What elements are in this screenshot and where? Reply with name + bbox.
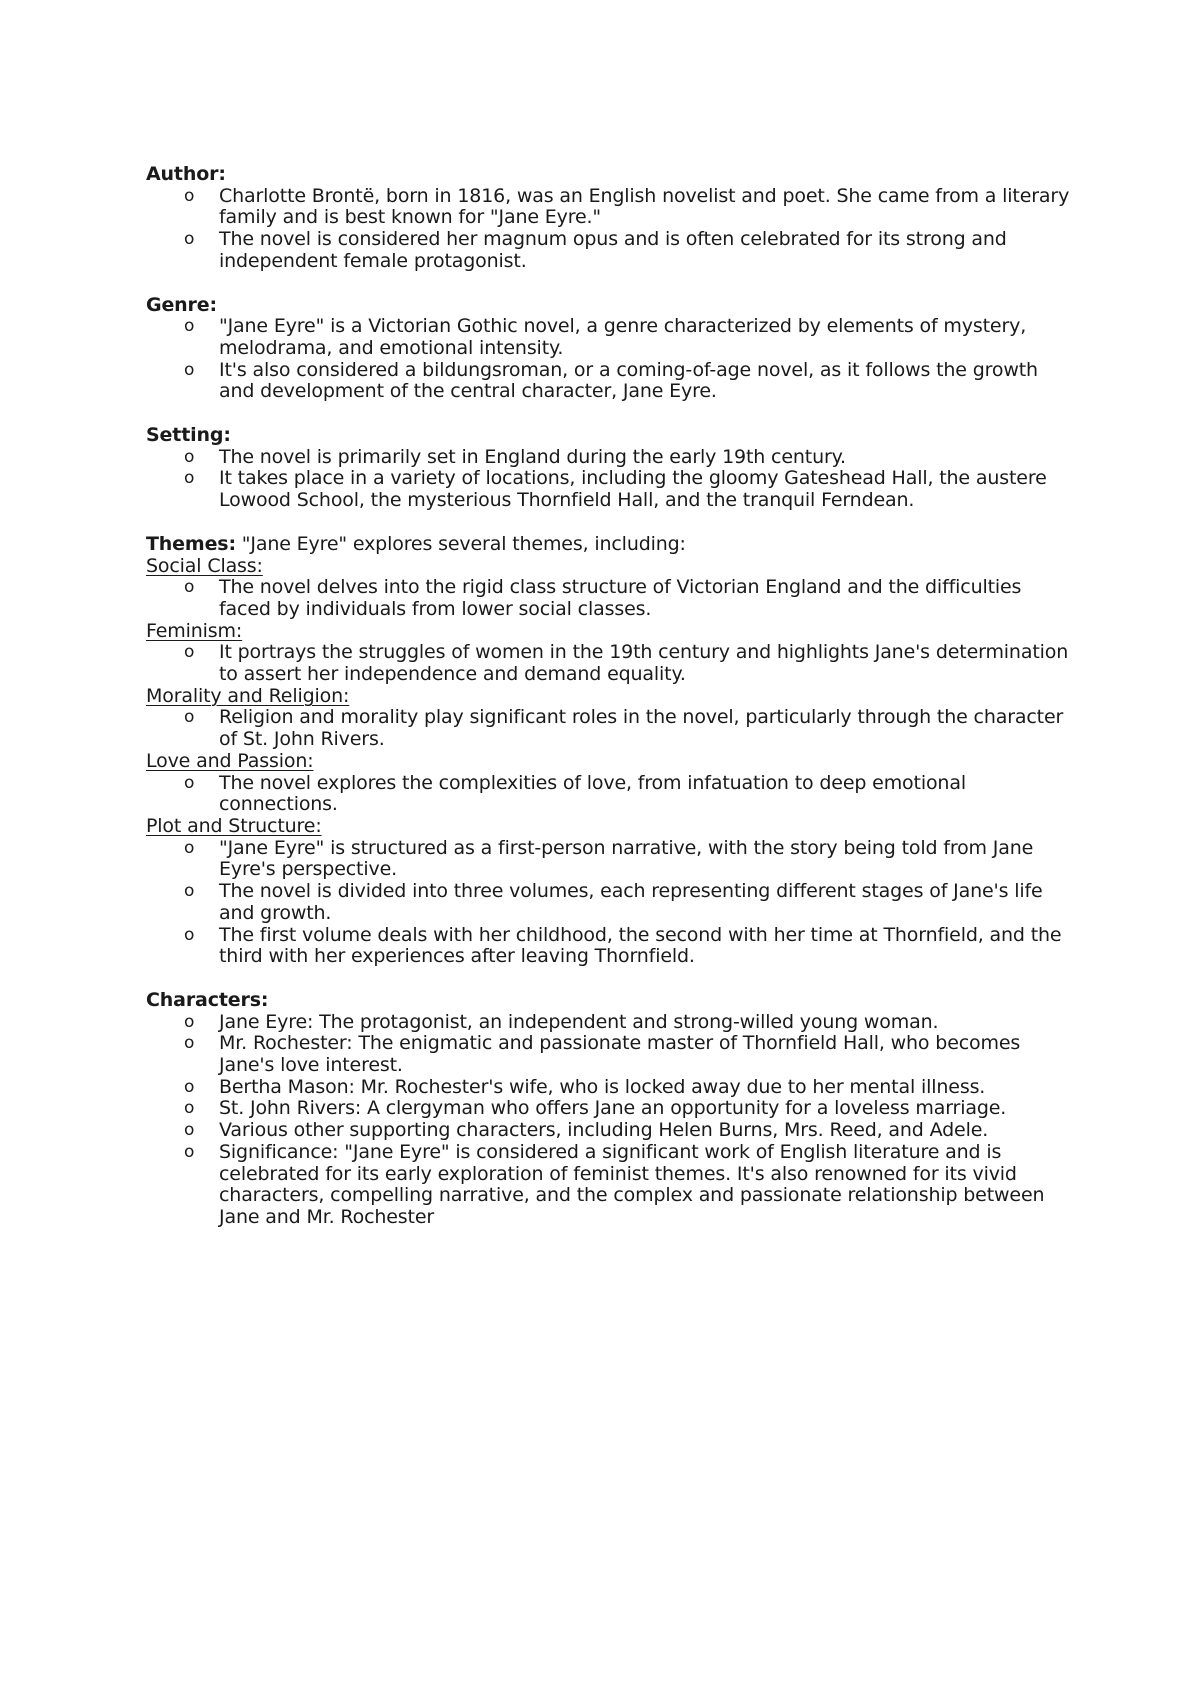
theme-social-class-list [146,577,1076,620]
list-item-text: It portrays the struggles of women in the 19th century and highlights Jane's determination to assert her independence and demand equality. [219,641,1069,686]
list-item [146,1033,1076,1076]
list-item [146,707,1076,750]
genre-list [146,316,1076,403]
themes-intro-line [146,534,1076,556]
bullet-icon: o [184,1011,195,1032]
list-item [146,1077,1076,1099]
theme-plot-structure-list [146,838,1076,968]
list-item-text: "Jane Eyre" is structured as a first-person narrative, with the story being told from Jane Eyre's perspective. [219,836,1034,881]
bullet-icon: o [184,229,195,250]
list-item-text: The novel delves into the rigid class structure of Victorian England and the difficulties faced by individuals from lower social classes. [219,576,1022,620]
genre-heading: Genre: [146,293,217,316]
list-item [146,447,1076,469]
author-list [146,186,1076,273]
list-item [146,1098,1076,1120]
bullet-icon: o [184,837,195,858]
list-item [146,577,1076,620]
list-item-text: Mr. Rochester: The enigmatic and passionate master of Thornfield Hall, who becomes Jane's love interest. [219,1032,1021,1077]
list-item [146,186,1076,229]
list-item [146,1142,1076,1229]
bullet-icon: o [184,1120,195,1141]
list-item [146,642,1076,685]
list-item [146,360,1076,403]
theme-morality-religion-list [146,707,1076,750]
list-item-text: The novel is divided into three volumes, each representing different stages of Jane's life and growth. [219,880,1043,924]
bullet-icon: o [184,316,195,337]
list-item [146,838,1076,881]
theme-title-feminism: Feminism: [146,619,243,642]
list-item [146,881,1076,924]
list-item-text: "Jane Eyre" is a Victorian Gothic novel, a genre characterized by elements of mystery, melodrama, and emotional intensity. [219,315,1027,359]
list-item [146,316,1076,359]
list-item [146,773,1076,816]
themes-section [146,534,1076,968]
list-item-text: Significance: "Jane Eyre" is considered a significant work of English literature and is celebrated for its early exploration of feminist themes. It's also renowned for its vivid characters, compelling narrative, and the complex and passionate relationship between Jane and Mr. Rochester [219,1140,1045,1228]
list-item [146,1120,1076,1142]
bullet-icon: o [184,924,195,945]
characters-section [146,990,1076,1229]
bullet-icon: o [184,1076,195,1097]
document-page [146,164,1076,1251]
author-section [146,164,1076,273]
bullet-icon: o [184,359,195,380]
list-item [146,925,1076,968]
theme-feminism-list [146,642,1076,685]
list-item-text: The first volume deals with her childhood, the second with her time at Thornfield, and the third with her experiences after leaving Thornfield. [219,923,1062,968]
setting-section [146,425,1076,512]
bullet-icon: o [184,1098,195,1119]
characters-heading: Characters: [146,988,269,1011]
theme-love-passion-list [146,773,1076,816]
bullet-icon: o [184,577,195,598]
list-item [146,1012,1076,1034]
list-item-text: The novel is considered her magnum opus and is often celebrated for its strong and independent female protagonist. [219,228,1007,272]
setting-heading: Setting: [146,424,231,447]
list-item-text: The novel explores the complexities of love, from infatuation to deep emotional connections. [219,771,966,816]
list-item-text: Religion and morality play significant roles in the novel, particularly through the character of St. John Rivers. [219,706,1064,751]
themes-intro: "Jane Eyre" explores several themes, including: [235,532,686,555]
list-item [146,229,1076,272]
list-item-text: St. John Rivers: A clergyman who offers Jane an opportunity for a loveless marriage. [219,1097,1007,1120]
bullet-icon: o [184,707,195,728]
bullet-icon: o [184,1033,195,1054]
list-item [146,468,1076,511]
theme-title-morality-religion: Morality and Religion: [146,684,350,707]
bullet-icon: o [184,772,195,793]
bullet-icon: o [184,185,195,206]
list-item-text: Charlotte Brontë, born in 1816, was an English novelist and poet. She came from a literary family and is best known for "Jane Eyre." [219,184,1070,229]
list-item-text: The novel is primarily set in England during the early 19th century. [219,445,846,468]
theme-title-love-passion: Love and Passion: [146,749,314,772]
bullet-icon: o [184,881,195,902]
list-item-text: It takes place in a variety of locations, including the gloomy Gateshead Hall, the austere Lowood School, the mysterious Thornfield Hall, and the tranquil Ferndean. [219,467,1047,512]
list-item-text: Jane Eyre: The protagonist, an independent and strong-willed young woman. [219,1010,939,1033]
bullet-icon: o [184,446,195,467]
bullet-icon: o [184,468,195,489]
theme-title-social-class: Social Class: [146,554,263,577]
genre-section [146,295,1076,404]
bullet-icon: o [184,642,195,663]
list-item-text: Various other supporting characters, including Helen Burns, Mrs. Reed, and Adele. [219,1119,989,1142]
list-item-text: It's also considered a bildungsroman, or a coming-of-age novel, as it follows the growth and development of the central character, Jane Eyre. [219,358,1038,403]
author-heading: Author: [146,163,226,185]
characters-list [146,1012,1076,1229]
setting-list [146,447,1076,512]
themes-heading: Themes: [146,532,236,555]
list-item-text: Bertha Mason: Mr. Rochester's wife, who is locked away due to her mental illness. [219,1075,986,1098]
bullet-icon: o [184,1141,195,1162]
theme-title-plot-structure: Plot and Structure: [146,814,322,837]
